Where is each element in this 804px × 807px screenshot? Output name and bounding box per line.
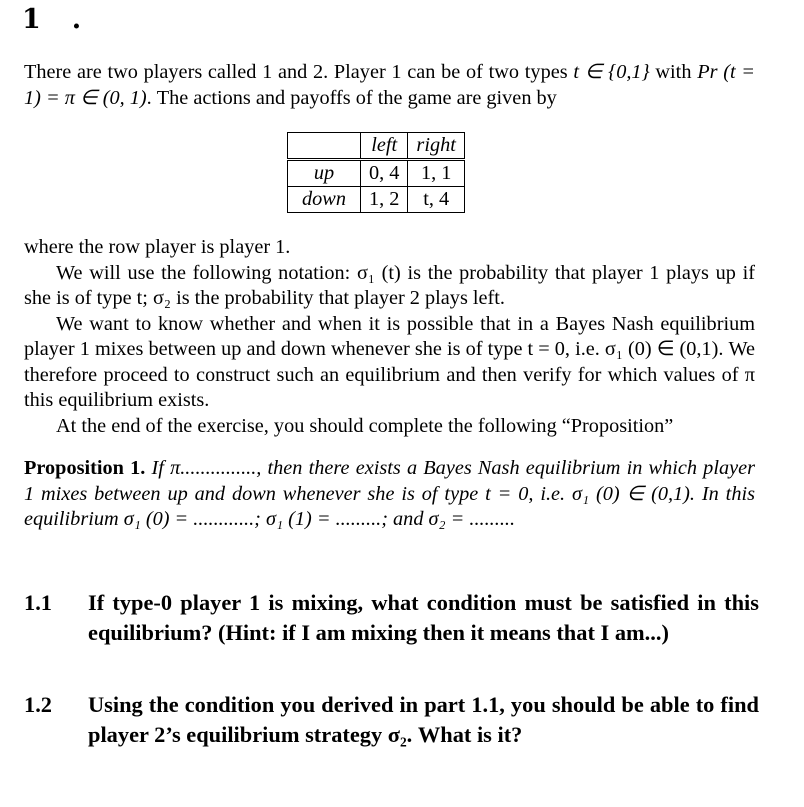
question-text: If type-0 player 1 is mixing, what condition must be satisfied in this equilibrium? (Hint: if I am mixing then it means that I am...) [88,590,759,645]
end-note: At the end of the exercise, you should complete the following “Proposition” [56,414,674,437]
section-heading [22,4,82,35]
row-down-label: down [288,187,361,213]
intro-line2a: with [649,61,698,83]
cell-down-left: 1, 2 [361,187,408,213]
proposition [24,456,755,533]
question-number: 1.2 [24,692,52,717]
corner-cell [288,133,361,160]
intro-paragraph [24,60,755,111]
payoff-row-down [288,187,465,213]
question-text: Using the condition you derived in part 1.1, you should be able to find player 2’s equilibrium strategy σ₂. What is it? [88,692,759,747]
section-number: 1 [22,4,42,35]
payoff-table [287,132,465,213]
column-left-label: left [361,133,408,160]
notation-paragraph: We will use the following notation: σ₁ (t) is the probability that player 1 plays up if she is of type t; σ₂ is the probability that player 2 plays left. [24,261,755,309]
cell-up-left: 0, 4 [361,160,408,187]
type-set: t ∈ {0,1} [573,61,650,83]
intro-line2b: . The actions and payoffs of the game are given by [146,86,557,109]
proposition-label: Proposition 1. [24,457,146,479]
question-1-1 [24,588,759,647]
question-number: 1.1 [24,590,52,615]
section-dot: . [71,4,83,35]
column-right-label: right [408,133,464,160]
row-up-label: up [288,160,361,187]
proposition-text: If π..............., then there exists a Bayes Nash equilibrium in which player 1 mixes between up and down whenever she is of type t = 0, i.e. σ₁ (0) ∈ (0,1). In this equilibrium σ₁ (0) = ............; σ₁ (1) = .........; and σ₂ = ......... [24,457,755,530]
payoff-header-row [288,133,465,160]
cell-up-right: 1, 1 [408,160,464,187]
payoff-row-up [288,160,465,187]
cell-down-right: t, 4 [408,187,464,213]
intro-line1: There are two players called 1 and 2. Player 1 can be of two types [24,61,574,83]
question-1-2 [24,690,759,749]
type-probability: Pr (t = 1) = π ∈ (0, 1) [24,61,755,109]
after-table-text: where the row player is player 1. [24,236,291,258]
goal-paragraph: We want to know whether and when it is possible that in a Bayes Nash equilibrium player 1 mixes between up and down whenever she is of type t = 0, i.e. σ₁ (0) ∈ (0,1). We therefore proceed to construct such an equilibrium and then verify for which values of π this equilibrium exists. [24,312,755,411]
